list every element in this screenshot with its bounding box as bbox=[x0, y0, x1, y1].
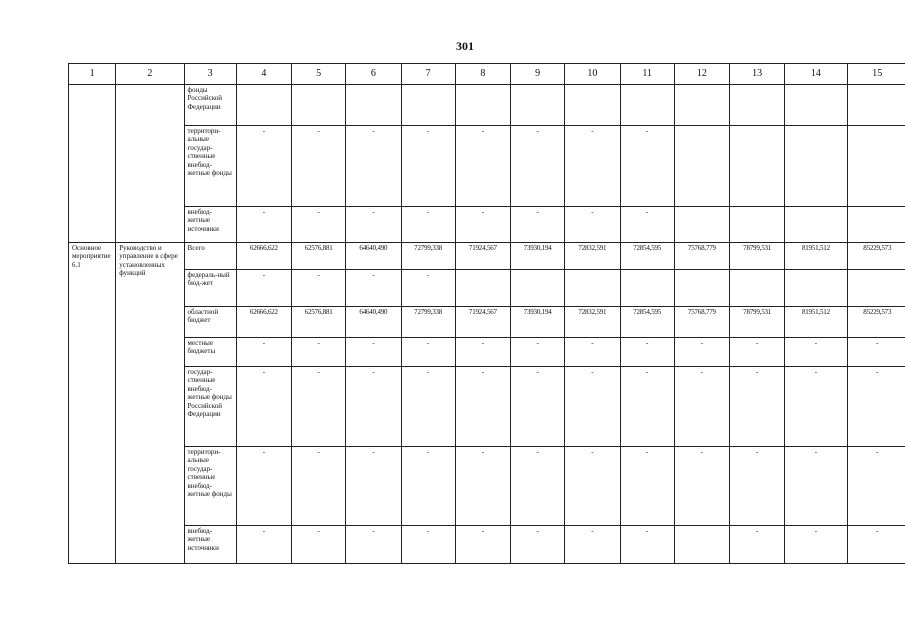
dash-cell: - bbox=[401, 126, 455, 207]
row-label: Всего bbox=[184, 243, 236, 270]
dash-cell: - bbox=[236, 126, 291, 207]
header-cell: 14 bbox=[785, 64, 847, 85]
measure-name: Основное мероприятие 6.1 bbox=[69, 243, 116, 564]
dash-cell: - bbox=[401, 526, 455, 564]
dash-cell: - bbox=[730, 367, 785, 447]
row-label: федераль-ный бюд-жет bbox=[184, 270, 236, 307]
dash-cell: - bbox=[847, 447, 905, 526]
page-number: 301 bbox=[456, 39, 474, 53]
value-cell: 72799,338 bbox=[401, 307, 455, 338]
header-cell: 4 bbox=[236, 64, 291, 85]
dash-cell: - bbox=[565, 367, 620, 447]
dash-cell: - bbox=[620, 367, 674, 447]
table-row bbox=[69, 526, 905, 564]
header-cell: 15 bbox=[847, 64, 905, 85]
value-cell: 81951,512 bbox=[785, 243, 847, 270]
dash-cell: - bbox=[785, 526, 847, 564]
table-row bbox=[69, 126, 905, 207]
value-cell: 73930,194 bbox=[511, 243, 565, 270]
dash-cell: - bbox=[511, 447, 565, 526]
dash-cell: - bbox=[455, 338, 510, 367]
dash-cell: - bbox=[236, 207, 291, 243]
dash-cell: - bbox=[236, 367, 291, 447]
dash-cell: - bbox=[236, 338, 291, 367]
dash-cell: - bbox=[346, 126, 401, 207]
row-label: местные бюджеты bbox=[184, 338, 236, 367]
row-label: внебюд-жетные источники bbox=[184, 207, 236, 243]
dash-cell: - bbox=[292, 447, 346, 526]
dash-cell: - bbox=[785, 338, 847, 367]
header-cell: 11 bbox=[620, 64, 674, 85]
value-cell: 73930,194 bbox=[511, 307, 565, 338]
dash-cell: - bbox=[511, 338, 565, 367]
dash-cell: - bbox=[565, 338, 620, 367]
header-cell: 7 bbox=[401, 64, 455, 85]
value-cell: 72832,591 bbox=[565, 243, 620, 270]
dash-cell: - bbox=[401, 270, 455, 307]
dash-cell: - bbox=[346, 207, 401, 243]
header-cell: 12 bbox=[674, 64, 729, 85]
header-cell: 1 bbox=[69, 64, 116, 85]
header-cell: 2 bbox=[116, 64, 184, 85]
dash-cell: - bbox=[455, 367, 510, 447]
value-cell: 62576,881 bbox=[292, 243, 346, 270]
table-row-total bbox=[69, 243, 905, 270]
dash-cell: - bbox=[620, 338, 674, 367]
dash-cell: - bbox=[674, 367, 729, 447]
table-row bbox=[69, 85, 905, 126]
dash-cell: - bbox=[847, 526, 905, 564]
dash-cell: - bbox=[511, 126, 565, 207]
dash-cell: - bbox=[346, 338, 401, 367]
value-cell: 72854,595 bbox=[620, 307, 674, 338]
dash-cell: - bbox=[674, 447, 729, 526]
dash-cell: - bbox=[346, 270, 401, 307]
row-label: внебюд-жетные источники bbox=[184, 526, 236, 564]
value-cell: 78799,531 bbox=[730, 243, 785, 270]
dash-cell: - bbox=[455, 526, 510, 564]
header-cell: 13 bbox=[730, 64, 785, 85]
empty-cell bbox=[116, 85, 184, 243]
value-cell: 72854,595 bbox=[620, 243, 674, 270]
value-cell: 64640,490 bbox=[346, 243, 401, 270]
dash-cell: - bbox=[785, 447, 847, 526]
value-cell: 62666,622 bbox=[236, 243, 291, 270]
dash-cell: - bbox=[292, 270, 346, 307]
dash-cell: - bbox=[346, 367, 401, 447]
dash-cell: - bbox=[401, 207, 455, 243]
header-cell: 6 bbox=[346, 64, 401, 85]
value-cell: 62666,622 bbox=[236, 307, 291, 338]
dash-cell: - bbox=[455, 207, 510, 243]
value-cell: 64640,490 bbox=[346, 307, 401, 338]
value-cell: 85229,573 bbox=[847, 307, 905, 338]
dash-cell: - bbox=[565, 526, 620, 564]
dash-cell: - bbox=[292, 526, 346, 564]
dash-cell: - bbox=[455, 447, 510, 526]
value-cell: 75768,779 bbox=[674, 307, 729, 338]
header-cell: 9 bbox=[511, 64, 565, 85]
table-row bbox=[69, 207, 905, 243]
dash-cell: - bbox=[511, 367, 565, 447]
row-label: территори-альные государ-ственные внебюд-жетные фонды bbox=[184, 126, 236, 207]
table-row bbox=[69, 338, 905, 367]
table-row bbox=[69, 270, 905, 307]
measure-description: Руководство и управление в сфере установленных функций bbox=[116, 243, 184, 564]
dash-cell: - bbox=[730, 526, 785, 564]
dash-cell: - bbox=[401, 367, 455, 447]
value-cell: 75768,779 bbox=[674, 243, 729, 270]
dash-cell: - bbox=[785, 367, 847, 447]
value-cell: 81951,512 bbox=[785, 307, 847, 338]
row-label: государ-ственные внебюд-жетные фонды Российской Федерации bbox=[184, 367, 236, 447]
table-row bbox=[69, 307, 905, 338]
row-label: областной бюджет bbox=[184, 307, 236, 338]
header-cell: 3 bbox=[184, 64, 236, 85]
value-cell: 72799,338 bbox=[401, 243, 455, 270]
dash-cell: - bbox=[730, 338, 785, 367]
header-cell: 10 bbox=[565, 64, 620, 85]
dash-cell: - bbox=[292, 338, 346, 367]
header-cell: 5 bbox=[292, 64, 346, 85]
dash-cell: - bbox=[236, 270, 291, 307]
dash-cell: - bbox=[620, 126, 674, 207]
dash-cell: - bbox=[565, 126, 620, 207]
dash-cell: - bbox=[511, 526, 565, 564]
dash-cell: - bbox=[346, 526, 401, 564]
value-cell: 62576,881 bbox=[292, 307, 346, 338]
empty-cell bbox=[69, 85, 116, 243]
dash-cell: - bbox=[847, 367, 905, 447]
budget-table bbox=[68, 63, 905, 564]
dash-cell: - bbox=[847, 338, 905, 367]
dash-cell: - bbox=[455, 126, 510, 207]
dash-cell: - bbox=[620, 207, 674, 243]
dash-cell: - bbox=[401, 338, 455, 367]
dash-cell: - bbox=[292, 207, 346, 243]
dash-cell: - bbox=[565, 447, 620, 526]
table-row bbox=[69, 367, 905, 447]
dash-cell: - bbox=[620, 447, 674, 526]
dash-cell: - bbox=[346, 447, 401, 526]
dash-cell: - bbox=[236, 447, 291, 526]
value-cell: 71924,567 bbox=[455, 243, 510, 270]
dash-cell: - bbox=[674, 338, 729, 367]
dash-cell: - bbox=[292, 126, 346, 207]
row-label: территори-альные государ-ственные внебюд-жетные фонды bbox=[184, 447, 236, 526]
dash-cell: - bbox=[292, 367, 346, 447]
dash-cell: - bbox=[565, 207, 620, 243]
table-row bbox=[69, 447, 905, 526]
dash-cell: - bbox=[236, 526, 291, 564]
dash-cell: - bbox=[620, 526, 674, 564]
value-cell: 78799,531 bbox=[730, 307, 785, 338]
value-cell: 85229,573 bbox=[847, 243, 905, 270]
row-label: фонды Российской Федерации bbox=[184, 85, 236, 126]
header-cell: 8 bbox=[455, 64, 510, 85]
value-cell: 71924,567 bbox=[455, 307, 510, 338]
header-row bbox=[69, 64, 905, 85]
dash-cell: - bbox=[511, 207, 565, 243]
value-cell: 72832,591 bbox=[565, 307, 620, 338]
dash-cell: - bbox=[730, 447, 785, 526]
dash-cell: - bbox=[401, 447, 455, 526]
